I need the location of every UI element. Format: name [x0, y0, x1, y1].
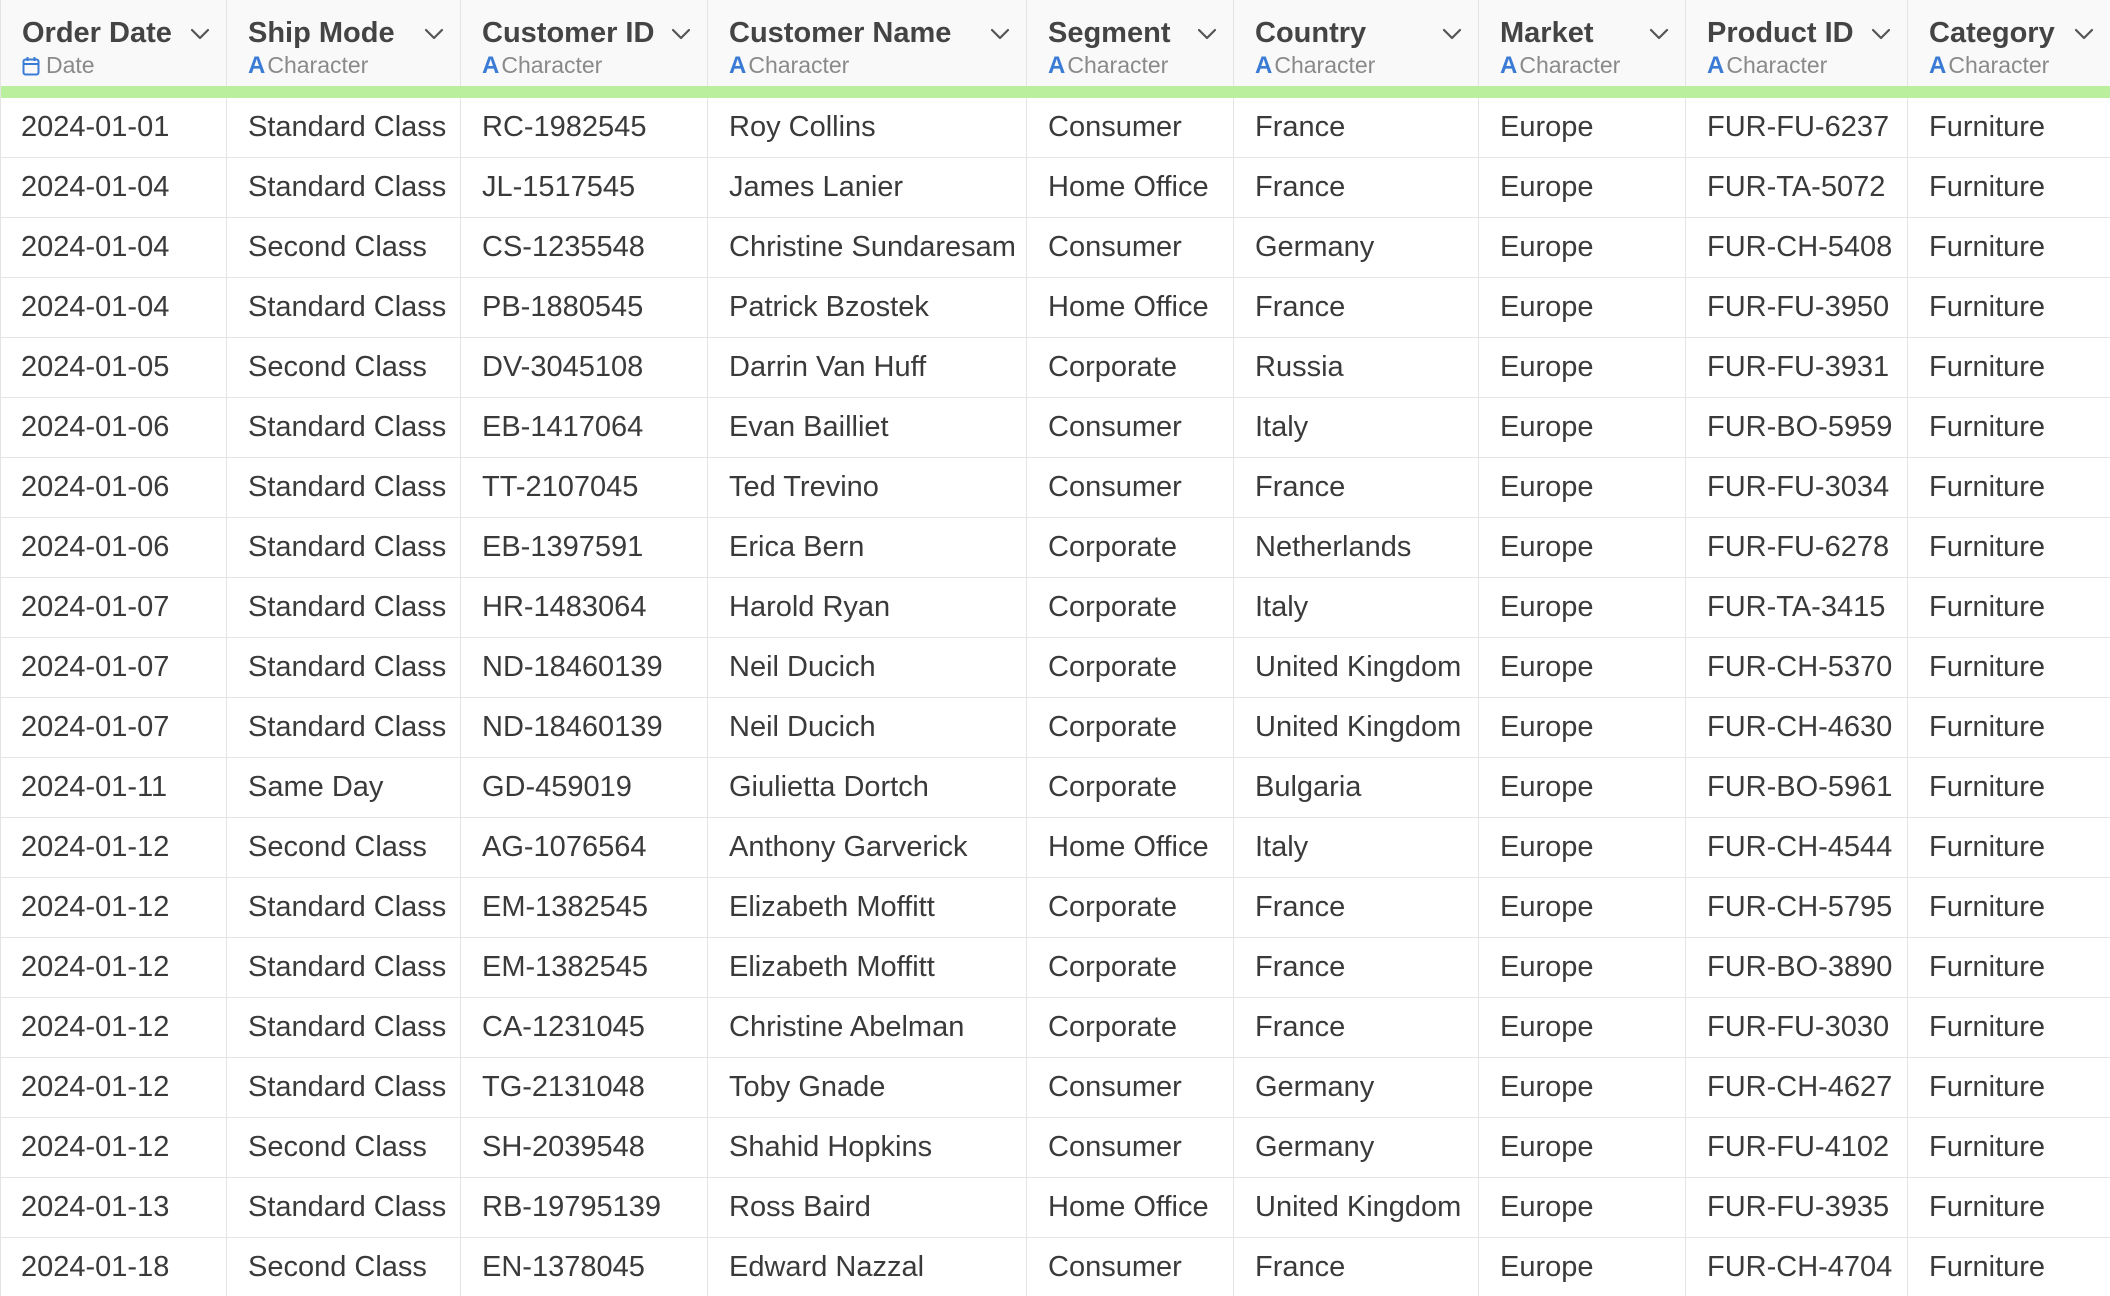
column-name: Segment	[1048, 17, 1171, 49]
cell-segment[interactable]: Home Office	[1027, 158, 1234, 218]
cell-product-id[interactable]: FUR-CH-5370	[1686, 638, 1908, 698]
cell-market[interactable]: Europe	[1479, 1178, 1686, 1238]
cell-customer-name[interactable]: Christine Abelman	[708, 998, 1027, 1058]
table-row[interactable]	[1, 458, 2110, 518]
table-row[interactable]	[1, 1058, 2110, 1118]
cell-segment[interactable]: Corporate	[1027, 578, 1234, 638]
cell-product-id[interactable]: FUR-FU-4102	[1686, 1118, 1908, 1178]
cell-customer-id[interactable]: DV-3045108	[461, 338, 708, 398]
cell-customer-name[interactable]: Darrin Van Huff	[708, 338, 1027, 398]
cell-order-date[interactable]: 2024-01-01	[1, 98, 227, 158]
column-name: Product ID	[1707, 17, 1854, 49]
column-type	[1929, 52, 2110, 79]
cell-customer-name[interactable]: Evan Bailliet	[708, 398, 1027, 458]
cell-customer-name[interactable]: James Lanier	[708, 158, 1027, 218]
cell-country[interactable]: Italy	[1234, 578, 1479, 638]
cell-order-date[interactable]: 2024-01-07	[1, 638, 227, 698]
column-type	[1707, 52, 1907, 79]
cell-product-id[interactable]: FUR-BO-5959	[1686, 398, 1908, 458]
chevron-down-icon[interactable]	[1869, 22, 1893, 46]
cell-customer-id[interactable]: EM-1382545	[461, 878, 708, 938]
cell-customer-name[interactable]: Erica Bern	[708, 518, 1027, 578]
cell-category[interactable]: Furniture	[1908, 1058, 2110, 1118]
cell-segment[interactable]: Corporate	[1027, 758, 1234, 818]
cell-product-id[interactable]: FUR-FU-3950	[1686, 278, 1908, 338]
cell-country[interactable]: France	[1234, 998, 1479, 1058]
character-type-icon: A	[1255, 52, 1273, 79]
cell-market[interactable]: Europe	[1479, 338, 1686, 398]
cell-order-date[interactable]: 2024-01-13	[1, 1178, 227, 1238]
column-name: Market	[1500, 17, 1594, 49]
column-type-label: Character	[1726, 52, 1828, 78]
cell-customer-id[interactable]: AG-1076564	[461, 818, 708, 878]
cell-market[interactable]: Europe	[1479, 878, 1686, 938]
cell-market[interactable]: Europe	[1479, 998, 1686, 1058]
cell-country[interactable]: Germany	[1234, 1058, 1479, 1118]
column-type	[1255, 52, 1478, 79]
cell-category[interactable]: Furniture	[1908, 698, 2110, 758]
cell-customer-id[interactable]: GD-459019	[461, 758, 708, 818]
column-header-content[interactable]	[461, 0, 707, 86]
cell-customer-name[interactable]: Giulietta Dortch	[708, 758, 1027, 818]
cell-customer-id[interactable]: ND-18460139	[461, 638, 708, 698]
accent-bar	[1, 86, 2110, 98]
cell-segment[interactable]: Home Office	[1027, 1178, 1234, 1238]
cell-country[interactable]: Italy	[1234, 818, 1479, 878]
cell-segment[interactable]: Corporate	[1027, 698, 1234, 758]
cell-order-date[interactable]: 2024-01-06	[1, 458, 227, 518]
cell-order-date[interactable]: 2024-01-18	[1, 1238, 227, 1296]
cell-category[interactable]: Furniture	[1908, 998, 2110, 1058]
table-row[interactable]	[1, 818, 2110, 878]
cell-customer-name[interactable]: Ted Trevino	[708, 458, 1027, 518]
cell-segment[interactable]: Consumer	[1027, 1238, 1234, 1296]
cell-category[interactable]: Furniture	[1908, 278, 2110, 338]
cell-customer-id[interactable]: SH-2039548	[461, 1118, 708, 1178]
cell-ship-mode[interactable]: Second Class	[227, 218, 461, 278]
column-header-category[interactable]	[1908, 0, 2110, 86]
column-type-label: Character	[1274, 52, 1376, 78]
cell-ship-mode[interactable]: Standard Class	[227, 938, 461, 998]
cell-market[interactable]: Europe	[1479, 818, 1686, 878]
chevron-down-icon[interactable]	[669, 22, 693, 46]
cell-order-date[interactable]: 2024-01-04	[1, 158, 227, 218]
cell-ship-mode[interactable]: Standard Class	[227, 158, 461, 218]
cell-order-date[interactable]: 2024-01-12	[1, 938, 227, 998]
cell-segment[interactable]: Consumer	[1027, 98, 1234, 158]
chevron-down-icon[interactable]	[988, 22, 1012, 46]
chevron-down-icon[interactable]	[188, 22, 212, 46]
cell-category[interactable]: Furniture	[1908, 578, 2110, 638]
cell-customer-name[interactable]: Christine Sundaresam	[708, 218, 1027, 278]
cell-customer-id[interactable]: RC-1982545	[461, 98, 708, 158]
cell-market[interactable]: Europe	[1479, 1118, 1686, 1178]
chevron-down-icon[interactable]	[422, 22, 446, 46]
cell-customer-id[interactable]: EN-1378045	[461, 1238, 708, 1296]
cell-product-id[interactable]: FUR-TA-3415	[1686, 578, 1908, 638]
table-row[interactable]	[1, 1178, 2110, 1238]
cell-ship-mode[interactable]: Standard Class	[227, 278, 461, 338]
cell-market[interactable]: Europe	[1479, 518, 1686, 578]
cell-ship-mode[interactable]: Standard Class	[227, 698, 461, 758]
column-header-ship-mode[interactable]	[227, 0, 461, 86]
column-type	[1500, 52, 1685, 79]
cell-ship-mode[interactable]: Standard Class	[227, 98, 461, 158]
chevron-down-icon[interactable]	[1440, 22, 1464, 46]
chevron-down-icon[interactable]	[2072, 22, 2096, 46]
column-type-label: Character	[748, 52, 850, 78]
column-header-content[interactable]	[708, 0, 1026, 86]
cell-customer-id[interactable]: EB-1417064	[461, 398, 708, 458]
column-name: Ship Mode	[248, 17, 395, 49]
cell-order-date[interactable]: 2024-01-07	[1, 578, 227, 638]
cell-ship-mode[interactable]: Second Class	[227, 338, 461, 398]
cell-country[interactable]: France	[1234, 98, 1479, 158]
cell-category[interactable]: Furniture	[1908, 1118, 2110, 1178]
cell-market[interactable]: Europe	[1479, 158, 1686, 218]
cell-product-id[interactable]: FUR-FU-3931	[1686, 338, 1908, 398]
cell-segment[interactable]: Corporate	[1027, 518, 1234, 578]
cell-customer-name[interactable]: Anthony Garverick	[708, 818, 1027, 878]
cell-order-date[interactable]: 2024-01-04	[1, 278, 227, 338]
cell-segment[interactable]: Home Office	[1027, 278, 1234, 338]
cell-ship-mode[interactable]: Second Class	[227, 1238, 461, 1296]
cell-order-date[interactable]: 2024-01-12	[1, 1118, 227, 1178]
cell-market[interactable]: Europe	[1479, 98, 1686, 158]
cell-country[interactable]: Bulgaria	[1234, 758, 1479, 818]
cell-customer-id[interactable]: CS-1235548	[461, 218, 708, 278]
cell-product-id[interactable]: FUR-BO-3890	[1686, 938, 1908, 998]
cell-category[interactable]: Furniture	[1908, 638, 2110, 698]
cell-market[interactable]: Europe	[1479, 218, 1686, 278]
cell-country[interactable]: France	[1234, 938, 1479, 998]
cell-customer-id[interactable]: EB-1397591	[461, 518, 708, 578]
cell-order-date[interactable]: 2024-01-06	[1, 398, 227, 458]
cell-country[interactable]: United Kingdom	[1234, 638, 1479, 698]
column-header-market[interactable]	[1479, 0, 1686, 86]
cell-country[interactable]: France	[1234, 458, 1479, 518]
cell-product-id[interactable]: FUR-CH-4630	[1686, 698, 1908, 758]
cell-ship-mode[interactable]: Standard Class	[227, 878, 461, 938]
cell-customer-id[interactable]: PB-1880545	[461, 278, 708, 338]
column-type-label: Date	[46, 52, 95, 78]
cell-ship-mode[interactable]: Standard Class	[227, 1178, 461, 1238]
cell-category[interactable]: Furniture	[1908, 398, 2110, 458]
cell-ship-mode[interactable]: Standard Class	[227, 518, 461, 578]
cell-customer-id[interactable]: CA-1231045	[461, 998, 708, 1058]
cell-customer-id[interactable]: TG-2131048	[461, 1058, 708, 1118]
cell-category[interactable]: Furniture	[1908, 218, 2110, 278]
cell-order-date[interactable]: 2024-01-05	[1, 338, 227, 398]
cell-category[interactable]: Furniture	[1908, 1178, 2110, 1238]
cell-country[interactable]: France	[1234, 1238, 1479, 1296]
character-type-icon: A	[729, 52, 747, 79]
cell-customer-id[interactable]: JL-1517545	[461, 158, 708, 218]
cell-product-id[interactable]: FUR-FU-3034	[1686, 458, 1908, 518]
cell-product-id[interactable]: FUR-FU-6278	[1686, 518, 1908, 578]
column-name: Customer Name	[729, 17, 952, 49]
cell-order-date[interactable]: 2024-01-06	[1, 518, 227, 578]
chevron-down-icon[interactable]	[1195, 22, 1219, 46]
cell-product-id[interactable]: FUR-FU-6237	[1686, 98, 1908, 158]
cell-segment[interactable]: Corporate	[1027, 338, 1234, 398]
cell-segment[interactable]: Corporate	[1027, 998, 1234, 1058]
cell-country[interactable]: United Kingdom	[1234, 1178, 1479, 1238]
cell-order-date[interactable]: 2024-01-04	[1, 218, 227, 278]
cell-market[interactable]: Europe	[1479, 278, 1686, 338]
cell-category[interactable]: Furniture	[1908, 458, 2110, 518]
cell-customer-name[interactable]: Shahid Hopkins	[708, 1118, 1027, 1178]
cell-product-id[interactable]: FUR-BO-5961	[1686, 758, 1908, 818]
table-row[interactable]	[1, 1238, 2110, 1296]
column-type-label: Character	[1067, 52, 1169, 78]
column-type	[22, 52, 226, 81]
table-row[interactable]	[1, 938, 2110, 998]
table-row[interactable]	[1, 278, 2110, 338]
table-row[interactable]	[1, 518, 2110, 578]
cell-segment[interactable]: Consumer	[1027, 398, 1234, 458]
cell-category[interactable]: Furniture	[1908, 818, 2110, 878]
cell-customer-name[interactable]: Neil Ducich	[708, 698, 1027, 758]
cell-segment[interactable]: Consumer	[1027, 1058, 1234, 1118]
cell-category[interactable]: Furniture	[1908, 758, 2110, 818]
cell-customer-name[interactable]: Neil Ducich	[708, 638, 1027, 698]
cell-customer-name[interactable]: Ross Baird	[708, 1178, 1027, 1238]
cell-market[interactable]: Europe	[1479, 1238, 1686, 1296]
cell-country[interactable]: Netherlands	[1234, 518, 1479, 578]
cell-customer-name[interactable]: Toby Gnade	[708, 1058, 1027, 1118]
cell-customer-id[interactable]: HR-1483064	[461, 578, 708, 638]
column-type	[1048, 52, 1233, 79]
cell-category[interactable]: Furniture	[1908, 518, 2110, 578]
column-header-content[interactable]	[1027, 0, 1233, 86]
cell-ship-mode[interactable]: Standard Class	[227, 578, 461, 638]
table-body	[1, 98, 2110, 1296]
cell-ship-mode[interactable]: Standard Class	[227, 398, 461, 458]
cell-product-id[interactable]: FUR-TA-5072	[1686, 158, 1908, 218]
cell-customer-name[interactable]: Elizabeth Moffitt	[708, 878, 1027, 938]
column-name: Category	[1929, 17, 2055, 49]
table-row[interactable]	[1, 578, 2110, 638]
cell-customer-name[interactable]: Roy Collins	[708, 98, 1027, 158]
column-header-row	[1, 0, 2110, 86]
cell-customer-name[interactable]: Elizabeth Moffitt	[708, 938, 1027, 998]
cell-market[interactable]: Europe	[1479, 1058, 1686, 1118]
column-type	[482, 52, 707, 79]
cell-category[interactable]: Furniture	[1908, 878, 2110, 938]
column-name: Country	[1255, 17, 1367, 49]
cell-category[interactable]: Furniture	[1908, 98, 2110, 158]
column-header-content[interactable]	[227, 0, 460, 86]
cell-market[interactable]: Europe	[1479, 698, 1686, 758]
cell-country[interactable]: Germany	[1234, 218, 1479, 278]
cell-product-id[interactable]: FUR-CH-4704	[1686, 1238, 1908, 1296]
column-header-content[interactable]	[1686, 0, 1907, 86]
cell-segment[interactable]: Consumer	[1027, 218, 1234, 278]
cell-country[interactable]: Russia	[1234, 338, 1479, 398]
cell-category[interactable]: Furniture	[1908, 1238, 2110, 1296]
cell-order-date[interactable]: 2024-01-12	[1, 818, 227, 878]
cell-customer-id[interactable]: ND-18460139	[461, 698, 708, 758]
cell-customer-id[interactable]: EM-1382545	[461, 938, 708, 998]
cell-customer-name[interactable]: Harold Ryan	[708, 578, 1027, 638]
table-row[interactable]	[1, 638, 2110, 698]
cell-market[interactable]: Europe	[1479, 578, 1686, 638]
cell-country[interactable]: France	[1234, 278, 1479, 338]
cell-market[interactable]: Europe	[1479, 458, 1686, 518]
table-row[interactable]	[1, 1118, 2110, 1178]
table-row[interactable]	[1, 338, 2110, 398]
cell-country[interactable]: France	[1234, 158, 1479, 218]
character-type-icon: A	[1929, 52, 1947, 79]
cell-product-id[interactable]: FUR-CH-4544	[1686, 818, 1908, 878]
table-row[interactable]	[1, 878, 2110, 938]
table-row[interactable]	[1, 98, 2110, 158]
cell-market[interactable]: Europe	[1479, 938, 1686, 998]
cell-ship-mode[interactable]: Standard Class	[227, 998, 461, 1058]
column-name: Order Date	[22, 17, 172, 49]
table-row[interactable]	[1, 758, 2110, 818]
cell-customer-name[interactable]: Edward Nazzal	[708, 1238, 1027, 1296]
cell-segment[interactable]: Consumer	[1027, 1118, 1234, 1178]
cell-segment[interactable]: Corporate	[1027, 638, 1234, 698]
cell-order-date[interactable]: 2024-01-12	[1, 1058, 227, 1118]
table-row[interactable]	[1, 158, 2110, 218]
column-header-product-id[interactable]	[1686, 0, 1908, 86]
cell-product-id[interactable]: FUR-FU-3935	[1686, 1178, 1908, 1238]
column-header-content[interactable]	[1908, 0, 2110, 86]
cell-customer-id[interactable]: TT-2107045	[461, 458, 708, 518]
cell-market[interactable]: Europe	[1479, 398, 1686, 458]
cell-segment[interactable]: Home Office	[1027, 818, 1234, 878]
cell-market[interactable]: Europe	[1479, 638, 1686, 698]
cell-order-date[interactable]: 2024-01-07	[1, 698, 227, 758]
accent-bar-fill	[1, 86, 2110, 98]
column-header-content[interactable]	[1, 0, 226, 86]
cell-ship-mode[interactable]: Standard Class	[227, 458, 461, 518]
table-row[interactable]	[1, 998, 2110, 1058]
cell-country[interactable]: Italy	[1234, 398, 1479, 458]
cell-order-date[interactable]: 2024-01-12	[1, 878, 227, 938]
cell-country[interactable]: Germany	[1234, 1118, 1479, 1178]
cell-category[interactable]: Furniture	[1908, 338, 2110, 398]
cell-product-id[interactable]: FUR-CH-5795	[1686, 878, 1908, 938]
cell-order-date[interactable]: 2024-01-12	[1, 998, 227, 1058]
character-type-icon: A	[1048, 52, 1066, 79]
cell-segment[interactable]: Corporate	[1027, 938, 1234, 998]
cell-ship-mode[interactable]: Standard Class	[227, 1058, 461, 1118]
cell-country[interactable]: France	[1234, 878, 1479, 938]
column-header-segment[interactable]	[1027, 0, 1234, 86]
cell-ship-mode[interactable]: Standard Class	[227, 638, 461, 698]
column-type	[729, 52, 1026, 79]
cell-product-id[interactable]: FUR-CH-4627	[1686, 1058, 1908, 1118]
column-type-label: Character	[1519, 52, 1621, 78]
calendar-icon	[22, 55, 40, 81]
table-row[interactable]	[1, 398, 2110, 458]
column-header-content[interactable]	[1479, 0, 1685, 86]
column-type-label: Character	[501, 52, 603, 78]
cell-ship-mode[interactable]: Second Class	[227, 1118, 461, 1178]
character-type-icon: A	[1707, 52, 1725, 79]
character-type-icon: A	[1500, 52, 1518, 79]
cell-customer-id[interactable]: RB-19795139	[461, 1178, 708, 1238]
cell-ship-mode[interactable]: Second Class	[227, 818, 461, 878]
cell-category[interactable]: Furniture	[1908, 158, 2110, 218]
table-row[interactable]	[1, 218, 2110, 278]
cell-segment[interactable]: Corporate	[1027, 878, 1234, 938]
cell-customer-name[interactable]: Patrick Bzostek	[708, 278, 1027, 338]
column-type	[248, 52, 460, 79]
column-type-label: Character	[267, 52, 369, 78]
cell-segment[interactable]: Consumer	[1027, 458, 1234, 518]
cell-order-date[interactable]: 2024-01-11	[1, 758, 227, 818]
column-type-label: Character	[1948, 52, 2050, 78]
cell-product-id[interactable]: FUR-FU-3030	[1686, 998, 1908, 1058]
chevron-down-icon[interactable]	[1647, 22, 1671, 46]
column-header-content[interactable]	[1234, 0, 1478, 86]
cell-category[interactable]: Furniture	[1908, 938, 2110, 998]
table-row[interactable]	[1, 698, 2110, 758]
column-header-customer-name[interactable]	[708, 0, 1027, 86]
column-header-customer-id[interactable]	[461, 0, 708, 86]
cell-product-id[interactable]: FUR-CH-5408	[1686, 218, 1908, 278]
cell-country[interactable]: United Kingdom	[1234, 698, 1479, 758]
character-type-icon: A	[248, 52, 266, 79]
column-name: Customer ID	[482, 17, 655, 49]
character-type-icon: A	[482, 52, 500, 79]
cell-market[interactable]: Europe	[1479, 758, 1686, 818]
column-header-order-date[interactable]	[1, 0, 227, 86]
cell-ship-mode[interactable]: Same Day	[227, 758, 461, 818]
column-header-country[interactable]	[1234, 0, 1479, 86]
